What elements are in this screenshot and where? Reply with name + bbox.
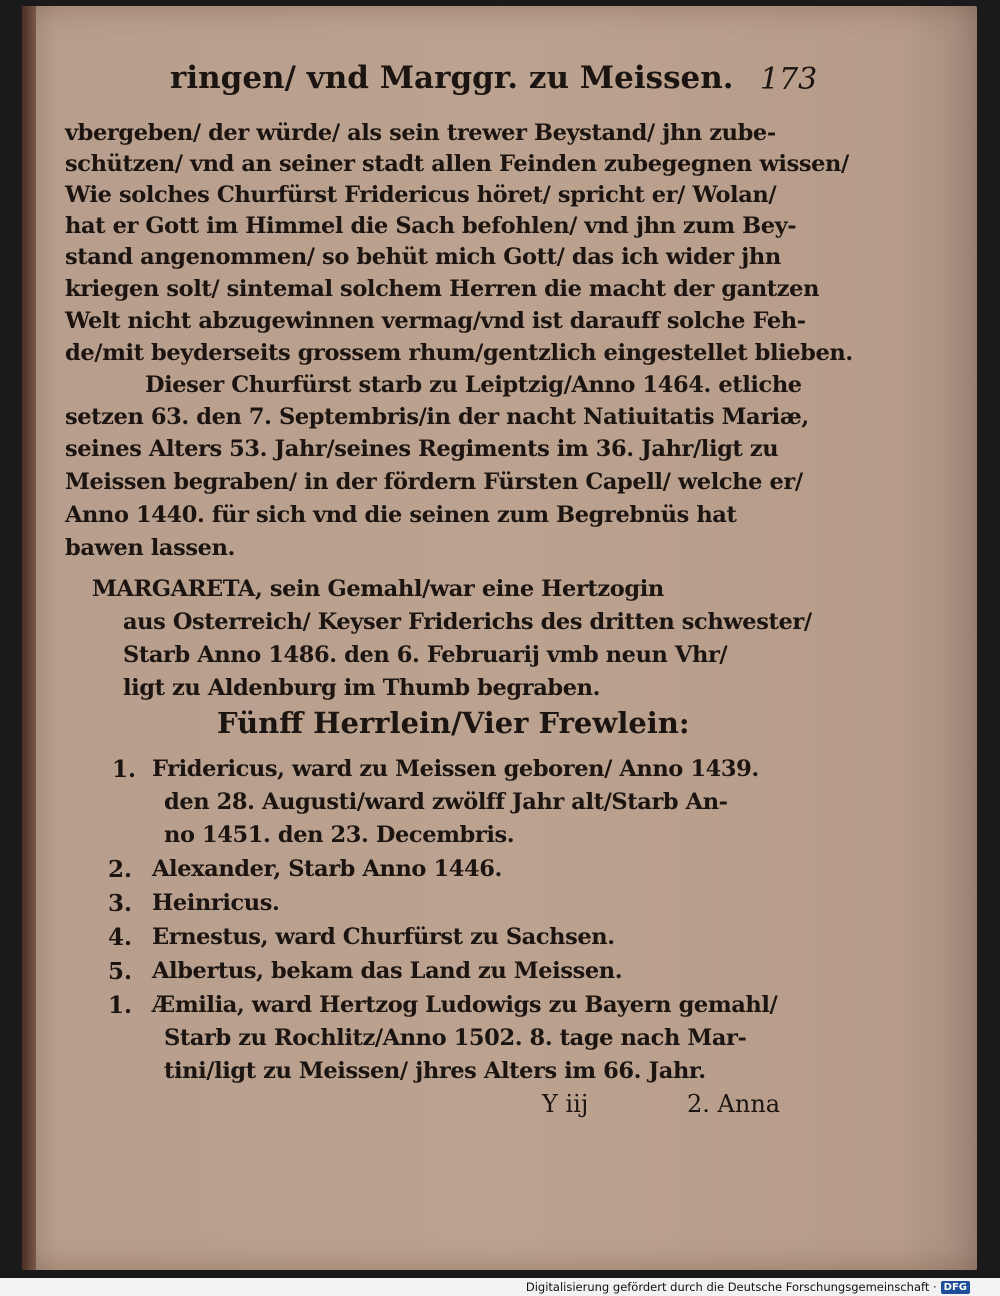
list-item-line: den 28. Augusti/ward zwölff Jahr alt/Starb An-: [164, 789, 728, 815]
list-item-line: Æmilia, ward Hertzog Ludowigs zu Bayern gemahl/: [152, 992, 778, 1018]
body-line: Anno 1440. für sich vnd die seinen zum Begrebnüs hat: [65, 502, 737, 528]
catchword: 2. Anna: [687, 1090, 781, 1118]
signature-mark: Y iij: [542, 1090, 589, 1118]
body-line: bawen lassen.: [65, 535, 235, 561]
body-line: Dieser Churfürst starb zu Leiptzig/Anno 1464. etliche: [145, 372, 802, 398]
page-number: 173: [760, 62, 818, 97]
list-item-line: Fridericus, ward zu Meissen geboren/ Anno 1439.: [152, 756, 759, 782]
list-item-line: Heinricus.: [152, 890, 280, 916]
list-item-line: Albertus, bekam das Land zu Meissen.: [152, 958, 623, 984]
body-line: aus Osterreich/ Keyser Friderichs des dritten schwester/: [123, 609, 812, 635]
dfg-logo: DFG: [941, 1281, 970, 1294]
body-line: seines Alters 53. Jahr/seines Regiments im 36. Jahr/ligt zu: [65, 436, 779, 462]
book-spine: [22, 6, 36, 1270]
section-heading: Fünff Herrlein/Vier Frewlein:: [217, 706, 690, 740]
list-number: 5.: [108, 958, 133, 985]
list-number: 1.: [108, 992, 133, 1019]
body-line: setzen 63. den 7. Septembris/in der nacht Natiuitatis Mariæ,: [65, 404, 809, 430]
body-line: de/mit beyderseits grossem rhum/gentzlich eingestellet blieben.: [65, 340, 853, 366]
body-line: stand angenommen/ so behüt mich Gott/ das ich wider jhn: [65, 244, 781, 270]
list-number: 1.: [112, 756, 137, 783]
body-line: Starb Anno 1486. den 6. Februarij vmb neun Vhr/: [123, 642, 728, 668]
list-number: 4.: [108, 924, 133, 951]
list-item-line: tini/ligt zu Meissen/ jhres Alters im 66. Jahr.: [164, 1058, 706, 1084]
body-line: Meissen begraben/ in der fördern Fürsten Capell/ welche er/: [65, 469, 803, 495]
body-line: MARGARETA, sein Gemahl/war eine Hertzogin: [92, 576, 664, 602]
footer-text: Digitalisierung gefördert durch die Deutsche Forschungsgemeinschaft ·: [525, 1280, 937, 1294]
body-line: vbergeben/ der würde/ als sein trewer Beystand/ jhn zube-: [65, 120, 776, 146]
body-line: ligt zu Aldenburg im Thumb begraben.: [123, 675, 601, 701]
book-page: [22, 6, 977, 1270]
body-line: hat er Gott im Himmel die Sach befohlen/ vnd jhn zum Bey-: [65, 213, 797, 239]
list-item-line: no 1451. den 23. Decembris.: [164, 822, 515, 848]
list-number: 2.: [108, 856, 133, 883]
body-line: kriegen solt/ sintemal solchem Herren die macht der gantzen: [65, 276, 820, 302]
list-item-line: Ernestus, ward Churfürst zu Sachsen.: [152, 924, 615, 950]
list-item-line: Alexander, Starb Anno 1446.: [152, 856, 502, 882]
list-item-line: Starb zu Rochlitz/Anno 1502. 8. tage nach Mar-: [164, 1025, 747, 1051]
running-head: ringen/ vnd Marggr. zu Meissen.: [170, 60, 734, 96]
list-number: 3.: [108, 890, 133, 917]
body-line: schützen/ vnd an seiner stadt allen Feinden zubegegnen wissen/: [65, 151, 849, 177]
body-line: Welt nicht abzugewinnen vermag/vnd ist darauff solche Feh-: [65, 308, 806, 334]
body-line: Wie solches Churfürst Fridericus höret/ spricht er/ Wolan/: [65, 182, 777, 208]
footer-credit: [526, 1280, 970, 1294]
